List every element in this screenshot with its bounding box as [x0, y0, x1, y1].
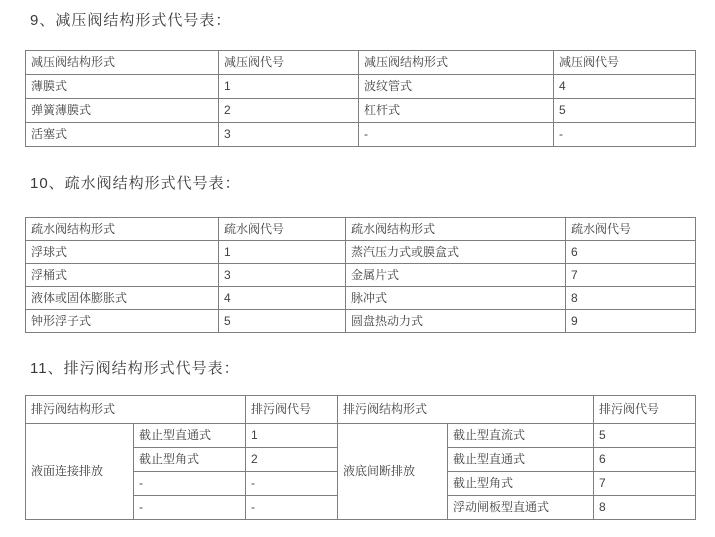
column-header: 减压阀代号 — [219, 51, 359, 75]
table-row — [26, 75, 696, 99]
structure-form-cell: 截止型直通式 — [448, 448, 594, 472]
column-header: 疏水阀结构形式 — [346, 218, 566, 241]
structure-form-cell: 圆盘热动力式 — [346, 310, 566, 333]
blowdown-valve-code-table — [25, 395, 696, 520]
table-row — [26, 424, 696, 448]
column-header: 排污阀代号 — [594, 396, 696, 424]
table-row — [26, 241, 696, 264]
group-cell-bottom-discharge: 液底间断排放 — [338, 424, 448, 520]
code-cell: 7 — [594, 472, 696, 496]
code-cell: 6 — [594, 448, 696, 472]
structure-form-cell: 弹簧薄膜式 — [26, 99, 219, 123]
table-row — [26, 123, 696, 147]
section-title-10: 10、疏水阀结构形式代号表： — [30, 175, 241, 192]
table-header-row — [26, 218, 696, 241]
structure-form-cell: 活塞式 — [26, 123, 219, 147]
structure-form-cell: 浮球式 — [26, 241, 219, 264]
code-cell: 6 — [566, 241, 696, 264]
structure-form-cell: - — [134, 472, 246, 496]
code-cell: 8 — [594, 496, 696, 520]
code-cell: 3 — [219, 264, 346, 287]
structure-form-cell: 杠杆式 — [359, 99, 554, 123]
structure-form-cell: 浮桶式 — [26, 264, 219, 287]
code-cell: 5 — [594, 424, 696, 448]
structure-form-cell: 蒸汽压力式或膜盒式 — [346, 241, 566, 264]
structure-form-cell: 截止型直通式 — [134, 424, 246, 448]
table-header-row — [26, 51, 696, 75]
code-cell: - — [246, 496, 338, 520]
table-row — [26, 310, 696, 333]
structure-form-cell: 截止型角式 — [134, 448, 246, 472]
code-cell: 3 — [219, 123, 359, 147]
structure-form-cell: 脉冲式 — [346, 287, 566, 310]
code-cell: 2 — [219, 99, 359, 123]
code-cell: 5 — [554, 99, 696, 123]
structure-form-cell: 截止型直流式 — [448, 424, 594, 448]
pressure-reducing-valve-code-table — [25, 50, 696, 147]
code-cell: 1 — [246, 424, 338, 448]
section-title-11: 11、排污阀结构形式代号表： — [30, 360, 240, 377]
structure-form-cell: - — [134, 496, 246, 520]
code-cell: 4 — [554, 75, 696, 99]
structure-form-cell: 钟形浮子式 — [26, 310, 219, 333]
code-cell: 5 — [219, 310, 346, 333]
column-header: 减压阀结构形式 — [359, 51, 554, 75]
structure-form-cell: 金属片式 — [346, 264, 566, 287]
steam-trap-code-table — [25, 217, 696, 333]
code-cell: - — [246, 472, 338, 496]
structure-form-cell: 薄膜式 — [26, 75, 219, 99]
column-header: 排污阀结构形式 — [26, 396, 246, 424]
code-cell: 4 — [219, 287, 346, 310]
structure-form-cell: - — [359, 123, 554, 147]
column-header: 减压阀代号 — [554, 51, 696, 75]
code-cell: 9 — [566, 310, 696, 333]
column-header: 排污阀结构形式 — [338, 396, 594, 424]
code-cell: 7 — [566, 264, 696, 287]
code-cell: 1 — [219, 75, 359, 99]
table-row — [26, 99, 696, 123]
structure-form-cell: 浮动闸板型直通式 — [448, 496, 594, 520]
code-cell: 2 — [246, 448, 338, 472]
code-cell: 1 — [219, 241, 346, 264]
table-row — [26, 264, 696, 287]
column-header: 疏水阀代号 — [566, 218, 696, 241]
column-header: 排污阀代号 — [246, 396, 338, 424]
structure-form-cell: 截止型角式 — [448, 472, 594, 496]
group-cell-surface-discharge: 液面连接排放 — [26, 424, 134, 520]
structure-form-cell: 波纹管式 — [359, 75, 554, 99]
table-header-row — [26, 396, 696, 424]
column-header: 疏水阀结构形式 — [26, 218, 219, 241]
section-title-9: 9、减压阀结构形式代号表： — [30, 12, 232, 29]
structure-form-cell: 液体或固体膨胀式 — [26, 287, 219, 310]
column-header: 疏水阀代号 — [219, 218, 346, 241]
code-cell: - — [554, 123, 696, 147]
column-header: 减压阀结构形式 — [26, 51, 219, 75]
code-cell: 8 — [566, 287, 696, 310]
table-row — [26, 287, 696, 310]
